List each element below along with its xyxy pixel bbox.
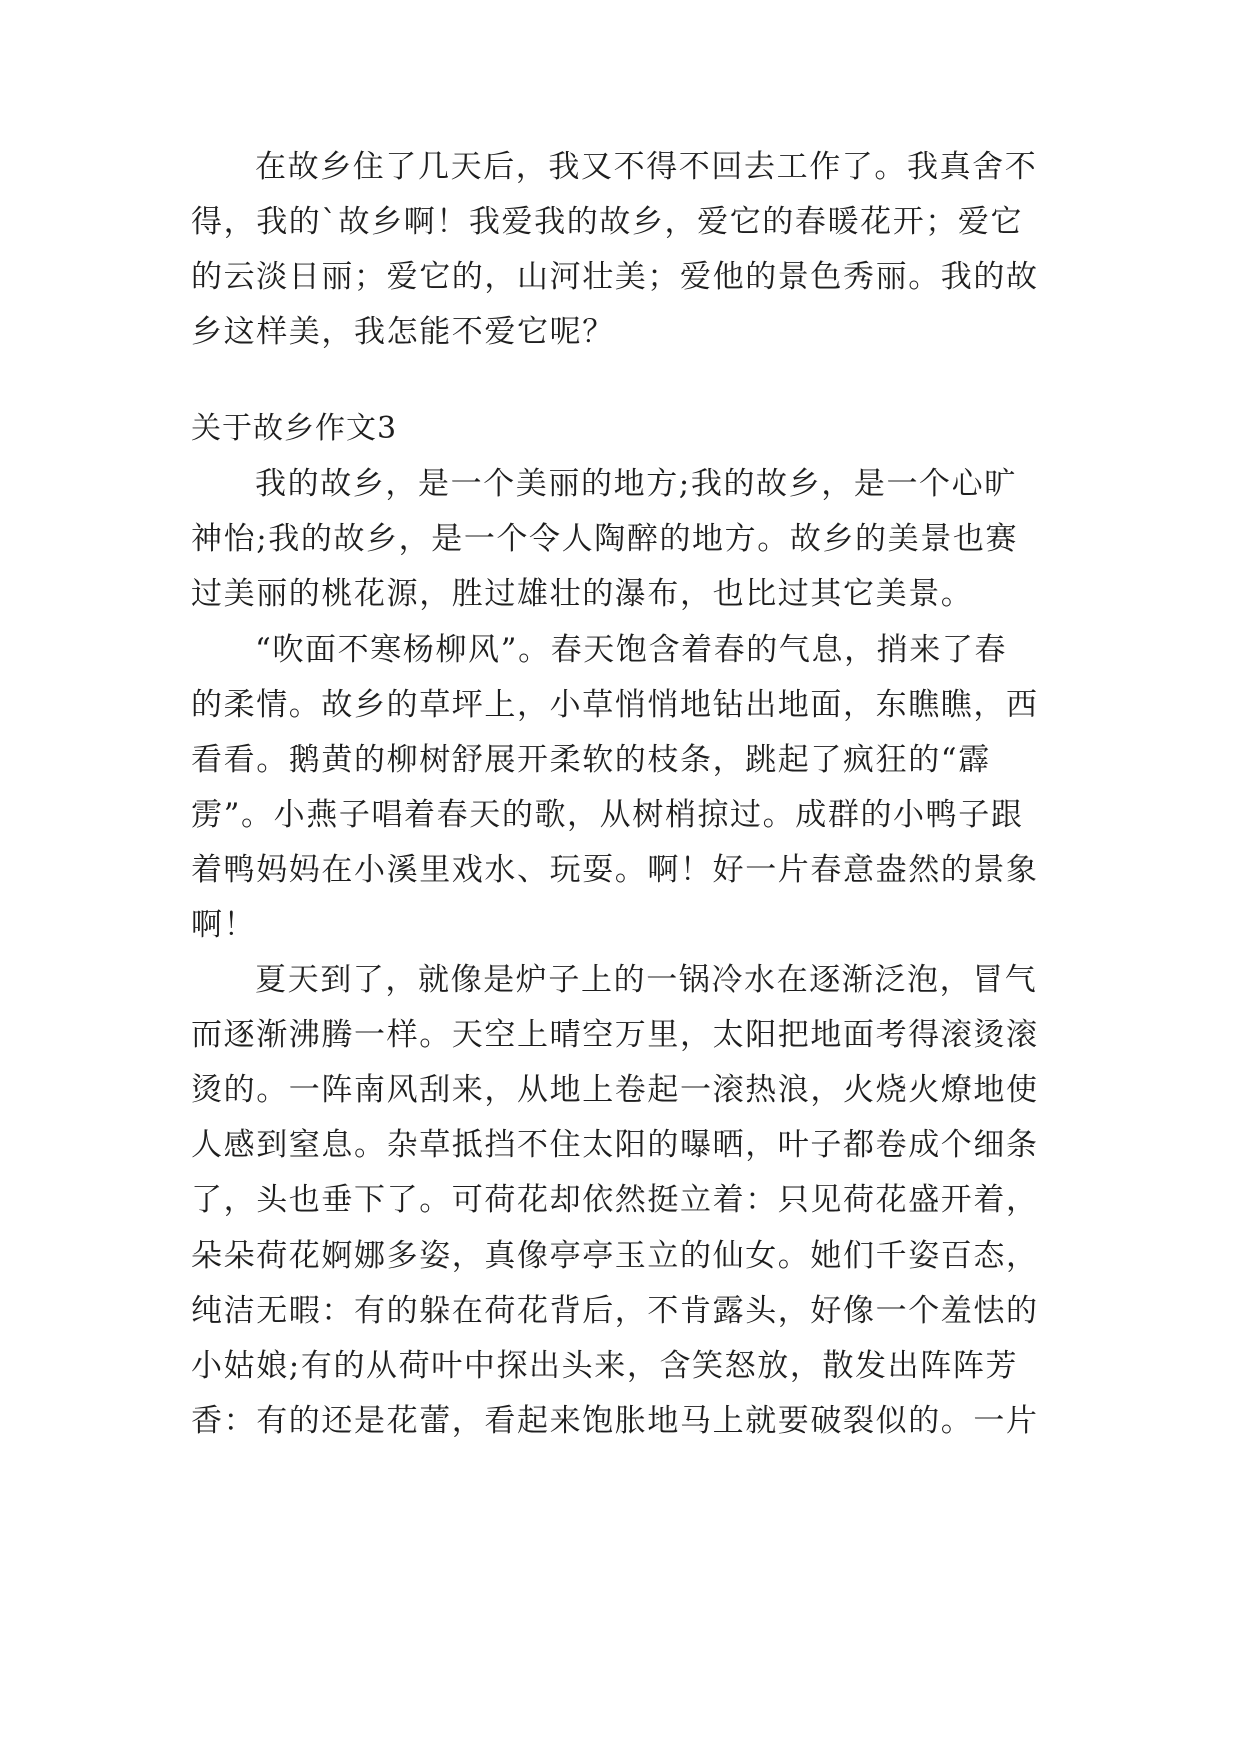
text-line: 乡这样美，我怎能不爱它呢？ (191, 314, 615, 350)
text-line: 小姑娘;有的从荷叶中探出头来，含笑怒放，散发出阵阵芳 (191, 1348, 1019, 1384)
text-line: 夏天到了，就像是炉子上的一锅冷水在逐渐泛泡，冒气 (255, 962, 1038, 998)
text-line: 了，头也垂下了。可荷花却依然挺立着：只见荷花盛开着， (191, 1182, 1039, 1218)
text-line: “吹面不寒杨柳风”。春天饱含着春的气息，捎来了春 (255, 632, 1008, 668)
text-line: 朵朵荷花婀娜多姿，真像亭亭玉立的仙女。她们千姿百态， (191, 1238, 1039, 1274)
text-line: 而逐渐沸腾一样。天空上晴空万里，太阳把地面考得滚烫滚 (191, 1017, 1039, 1053)
text-line: 烫的。一阵南风刮来，从地上卷起一滚热浪，火烧火燎地使 (191, 1072, 1039, 1108)
text-line: 纯洁无暇：有的躲在荷花背后，不肯露头，好像一个羞怯的 (191, 1293, 1039, 1329)
text-line: 在故乡住了几天后，我又不得不回去工作了。我真舍不 (255, 149, 1038, 185)
text-line: 的云淡日丽；爱它的，山河壮美；爱他的景色秀丽。我的故 (191, 259, 1039, 295)
text-line: 过美丽的桃花源，胜过雄壮的瀑布，也比过其它美景。 (191, 576, 974, 612)
text-line: 我的故乡，是一个美丽的地方;我的故乡，是一个心旷 (255, 466, 1017, 502)
text-line: 得，我的`故乡啊！我爱我的故乡，爱它的春暖花开；爱它 (191, 204, 1024, 240)
text-line: 看看。鹅黄的柳树舒展开柔软的枝条，跳起了疯狂的“霹 (191, 742, 991, 778)
text-line: 雳”。小燕子唱着春天的歌，从树梢掠过。成群的小鸭子跟 (191, 797, 1024, 833)
text-line: 啊！ (191, 907, 257, 943)
section-heading: 关于故乡作文3 (191, 411, 398, 446)
text-line: 神怡;我的故乡，是一个令人陶醉的地方。故乡的美景也赛 (191, 521, 1019, 557)
text-line: 的柔情。故乡的草坪上，小草悄悄地钻出地面，东瞧瞧，西 (191, 687, 1039, 723)
text-line: 香：有的还是花蕾，看起来饱胀地马上就要破裂似的。一片 (191, 1403, 1039, 1439)
text-line: 着鸭妈妈在小溪里戏水、玩耍。啊！好一片春意盎然的景象 (191, 852, 1039, 888)
text-line: 人感到窒息。杂草抵挡不住太阳的曝晒，叶子都卷成个细条 (191, 1127, 1039, 1163)
